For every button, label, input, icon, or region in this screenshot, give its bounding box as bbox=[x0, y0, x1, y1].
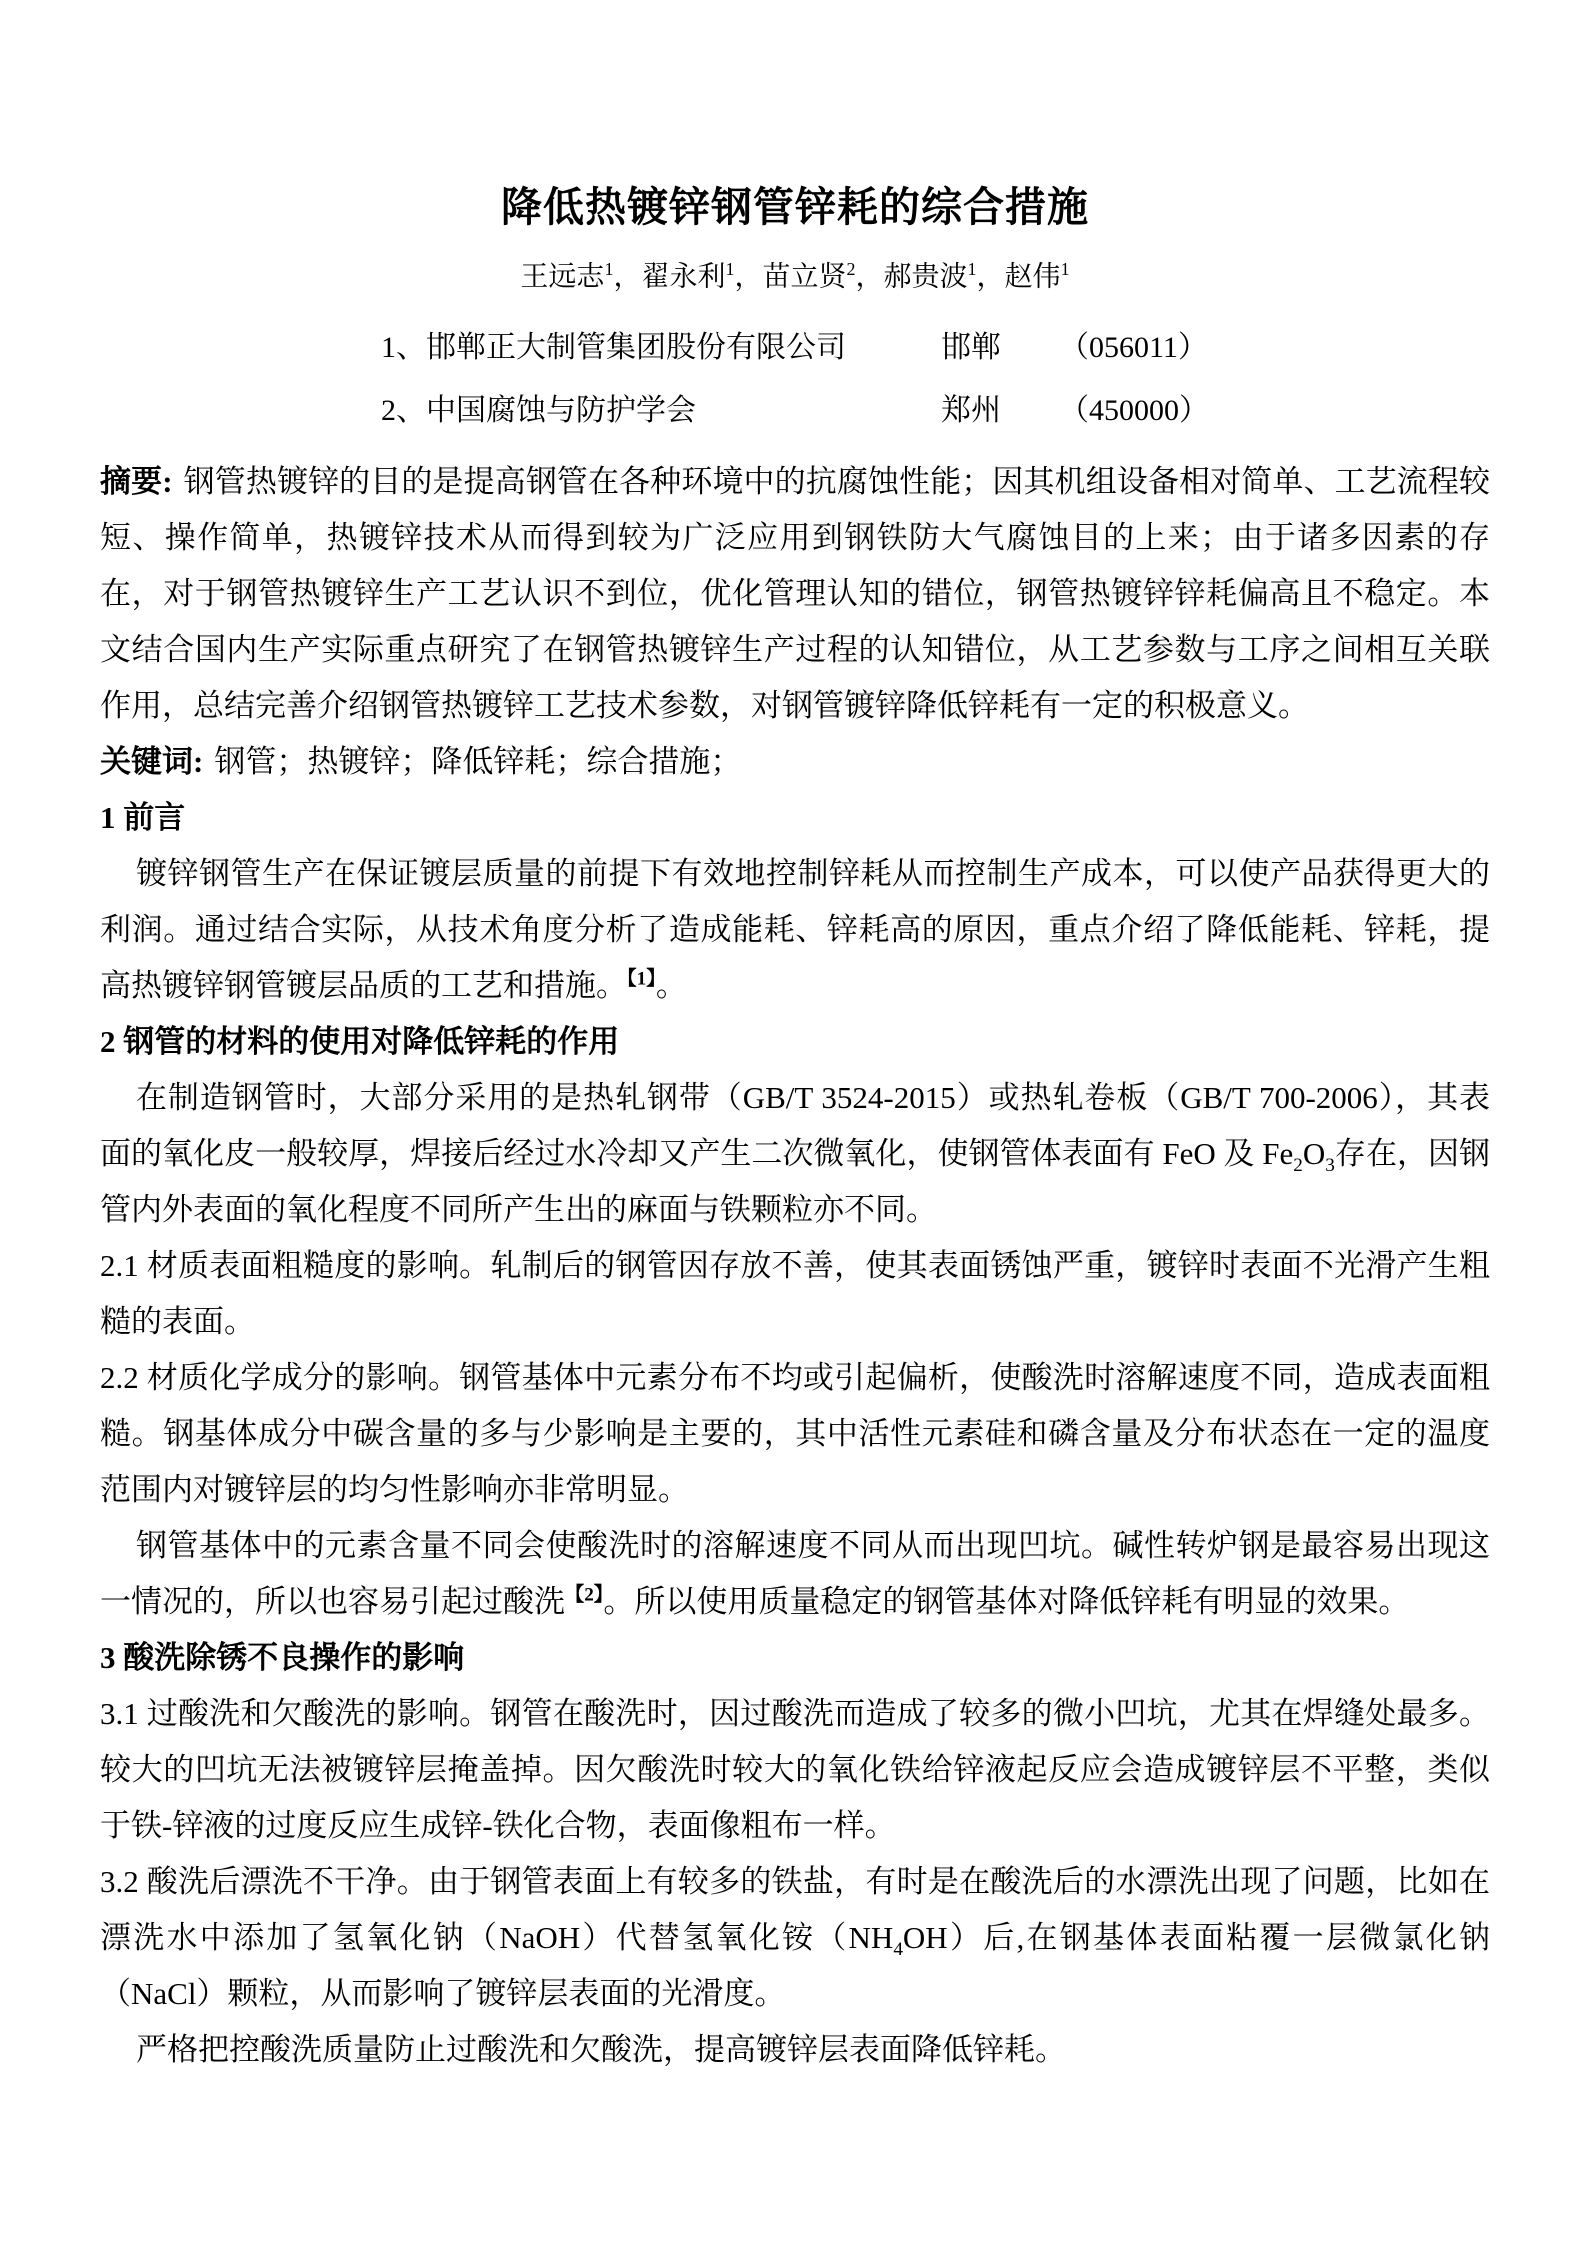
section-3-paragraph-1: 3.1 过酸洗和欠酸洗的影响。钢管在酸洗时，因过酸洗而造成了较多的微小凹坑，尤其在焊缝处最多。较大的凹坑无法被镀锌层掩盖掉。因欠酸洗时较大的氧化铁给锌液起反应会造成镀锌层不平整，类似于铁-锌液的过度反应生成锌-铁化合物，表面像粗布一样。 bbox=[100, 1695, 1490, 1843]
author-line: 王远志$^1$，翟永利$^1$，苗立贤$^2$，郝贵波$^1$，赵伟$^1$ bbox=[520, 259, 1070, 293]
section-2-paragraph-4: 钢管基体中的元素含量不同会使酸洗时的溶解速度不同从而出现凹坑。碱性转炉钢是最容易出现这一情况的，所以也容易引起过酸洗$^{【2】}$。所以使用质量稳定的钢管基体对降低锌耗有明显的效果。 bbox=[100, 1527, 1490, 1619]
section-3-paragraph-3: 严格把控酸洗质量防止过酸洗和欠酸洗，提高镀锌层表面降低锌耗。 bbox=[136, 2031, 1066, 2067]
section-heading-2: 2 钢管的材料的使用对降低锌耗的作用 bbox=[100, 1023, 620, 1059]
affiliation-postal-code: （450000） bbox=[1059, 393, 1209, 427]
affiliation-org: 2、中国腐蚀与防护学会 bbox=[381, 393, 696, 427]
section-2-paragraph-1: 在制造钢管时，大部分采用的是热轧钢带（GB/T 3524-2015）或热轧卷板（GB/T 700-2006），其表面的氧化皮一般较厚，焊接后经过水冷却又产生二次微氧化，使钢管体表面有 FeO 及 $Fe_2O_3$存在，因钢管内外表面的氧化程度不同所产生出的麻面与铁颗粒亦不同。 bbox=[100, 1079, 1490, 1227]
affiliation-row-1 bbox=[381, 316, 1209, 379]
affiliation-city: 郑州 bbox=[941, 393, 1001, 427]
section-1-paragraph-1: 镀锌钢管生产在保证镀层质量的前提下有效地控制锌耗从而控制生产成本，可以使产品获得更大的利润。通过结合实际，从技术角度分析了造成能耗、锌耗高的原因，重点介绍了降低能耗、锌耗，提高热镀锌钢管镀层品质的工艺和措施。$^{【1】}$。 bbox=[100, 855, 1490, 1003]
affiliation-row-2 bbox=[381, 379, 1209, 442]
section-heading-3: 3 酸洗除锈不良操作的影响 bbox=[100, 1639, 465, 1675]
affiliation-table bbox=[381, 316, 1209, 442]
document-body bbox=[100, 454, 1490, 2078]
section-2-paragraph-3: 2.2 材质化学成分的影响。钢管基体中元素分布不均或引起偏析，使酸洗时溶解速度不同，造成表面粗糙。钢基体成分中碳含量的多与少影响是主要的，其中活性元素硅和磷含量及分布状态在一定的温度范围内对镀锌层的均匀性影响亦非常明显。 bbox=[100, 1359, 1490, 1507]
keywords-label: 关键词: bbox=[100, 743, 204, 779]
section-heading-1: 1 前言 bbox=[100, 799, 186, 835]
abstract-text: 钢管热镀锌的目的是提高钢管在各种环境中的抗腐蚀性能；因其机组设备相对简单、工艺流程较短、操作简单，热镀锌技术从而得到较为广泛应用到钢铁防大气腐蚀目的上来；由于诸多因素的存在，对于钢管热镀锌生产工艺认识不到位，优化管理认知的错位，钢管热镀锌锌耗偏高且不稳定。本文结合国内生产实际重点研究了在钢管热镀锌生产过程的认知错位，从工艺参数与工序之间相互关联作用，总结完善介绍钢管热镀锌工艺技术参数，对钢管镀锌降低锌耗有一定的积极意义。 bbox=[100, 463, 1491, 723]
section-2-paragraph-2: 2.1 材质表面粗糙度的影响。轧制后的钢管因存放不善，使其表面锈蚀严重，镀锌时表面不光滑产生粗糙的表面。 bbox=[100, 1247, 1490, 1339]
paper-title: 降低热镀锌钢管锌耗的综合措施 bbox=[501, 184, 1089, 230]
abstract-paragraph bbox=[100, 454, 1490, 734]
affiliation-org: 1、邯郸正大制管集团股份有限公司 bbox=[381, 330, 846, 364]
keywords-text: 钢管；热镀锌；降低锌耗；综合措施； bbox=[214, 743, 742, 779]
keywords-paragraph bbox=[100, 734, 1490, 790]
affiliations bbox=[100, 316, 1490, 442]
affiliation-city: 邯郸 bbox=[941, 330, 1001, 364]
section-3-paragraph-2: 3.2 酸洗后漂洗不干净。由于钢管表面上有较多的铁盐，有时是在酸洗后的水漂洗出现了问题，比如在漂洗水中添加了氢氧化钠（NaOH）代替氢氧化铵$(NH_4OH)$后,在钢基体表面粘覆一层微氯化钠（NaCl）颗粒，从而影响了镀锌层表面的光滑度。 bbox=[100, 1863, 1490, 2011]
abstract-label: 摘要: bbox=[100, 463, 173, 499]
affiliation-postal-code: （056011） bbox=[1059, 330, 1208, 364]
